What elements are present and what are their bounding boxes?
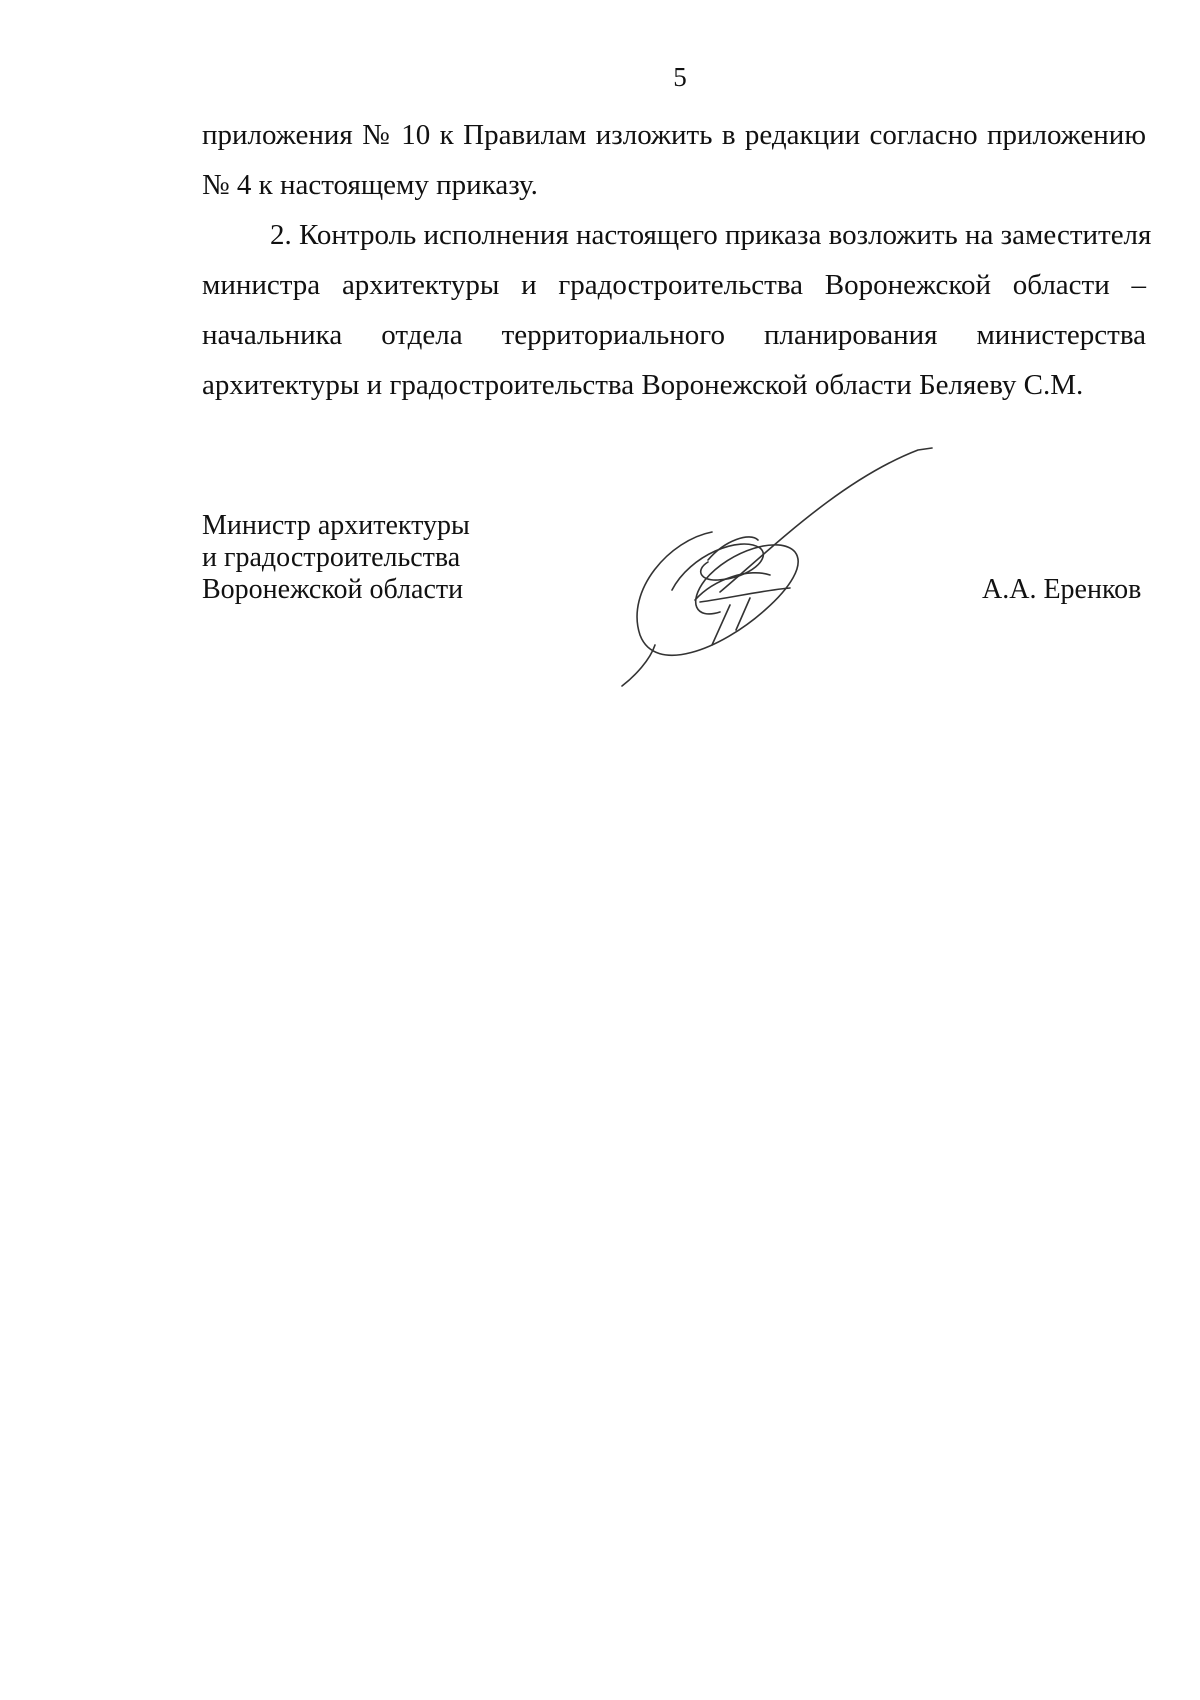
paragraph-2-line-2: министра архитектуры и градостроительства Воронежской области – — [202, 269, 1146, 301]
paragraph-1-line-2: № 4 к настоящему приказу. — [202, 169, 538, 201]
paragraph-2-line-4: архитектуры и градостроительства Воронежской области Беляеву С.М. — [202, 369, 1084, 401]
signatory-position-line-1: Министр архитектуры — [202, 510, 470, 541]
signatory-position — [202, 510, 470, 606]
document-body — [202, 110, 1152, 410]
paragraph-1-line-1: приложения № 10 к Правилам изложить в редакции согласно приложению — [202, 119, 1146, 151]
paragraph-2-line-3: начальника отдела территориального планирования министерства — [202, 319, 1146, 351]
signatory-position-line-2: и градостроительства — [202, 542, 461, 573]
handwritten-signature-icon — [600, 440, 980, 690]
signatory-position-line-3: Воронежской области — [202, 574, 464, 605]
page-number: 5 — [673, 62, 687, 92]
paragraph-2-line-1: 2. Контроль исполнения настоящего приказа возложить на заместителя — [270, 219, 1152, 251]
paragraph-2 — [202, 210, 1152, 410]
signatory-name: А.А. Еренков — [982, 574, 1142, 605]
paragraph-1 — [202, 110, 1146, 210]
